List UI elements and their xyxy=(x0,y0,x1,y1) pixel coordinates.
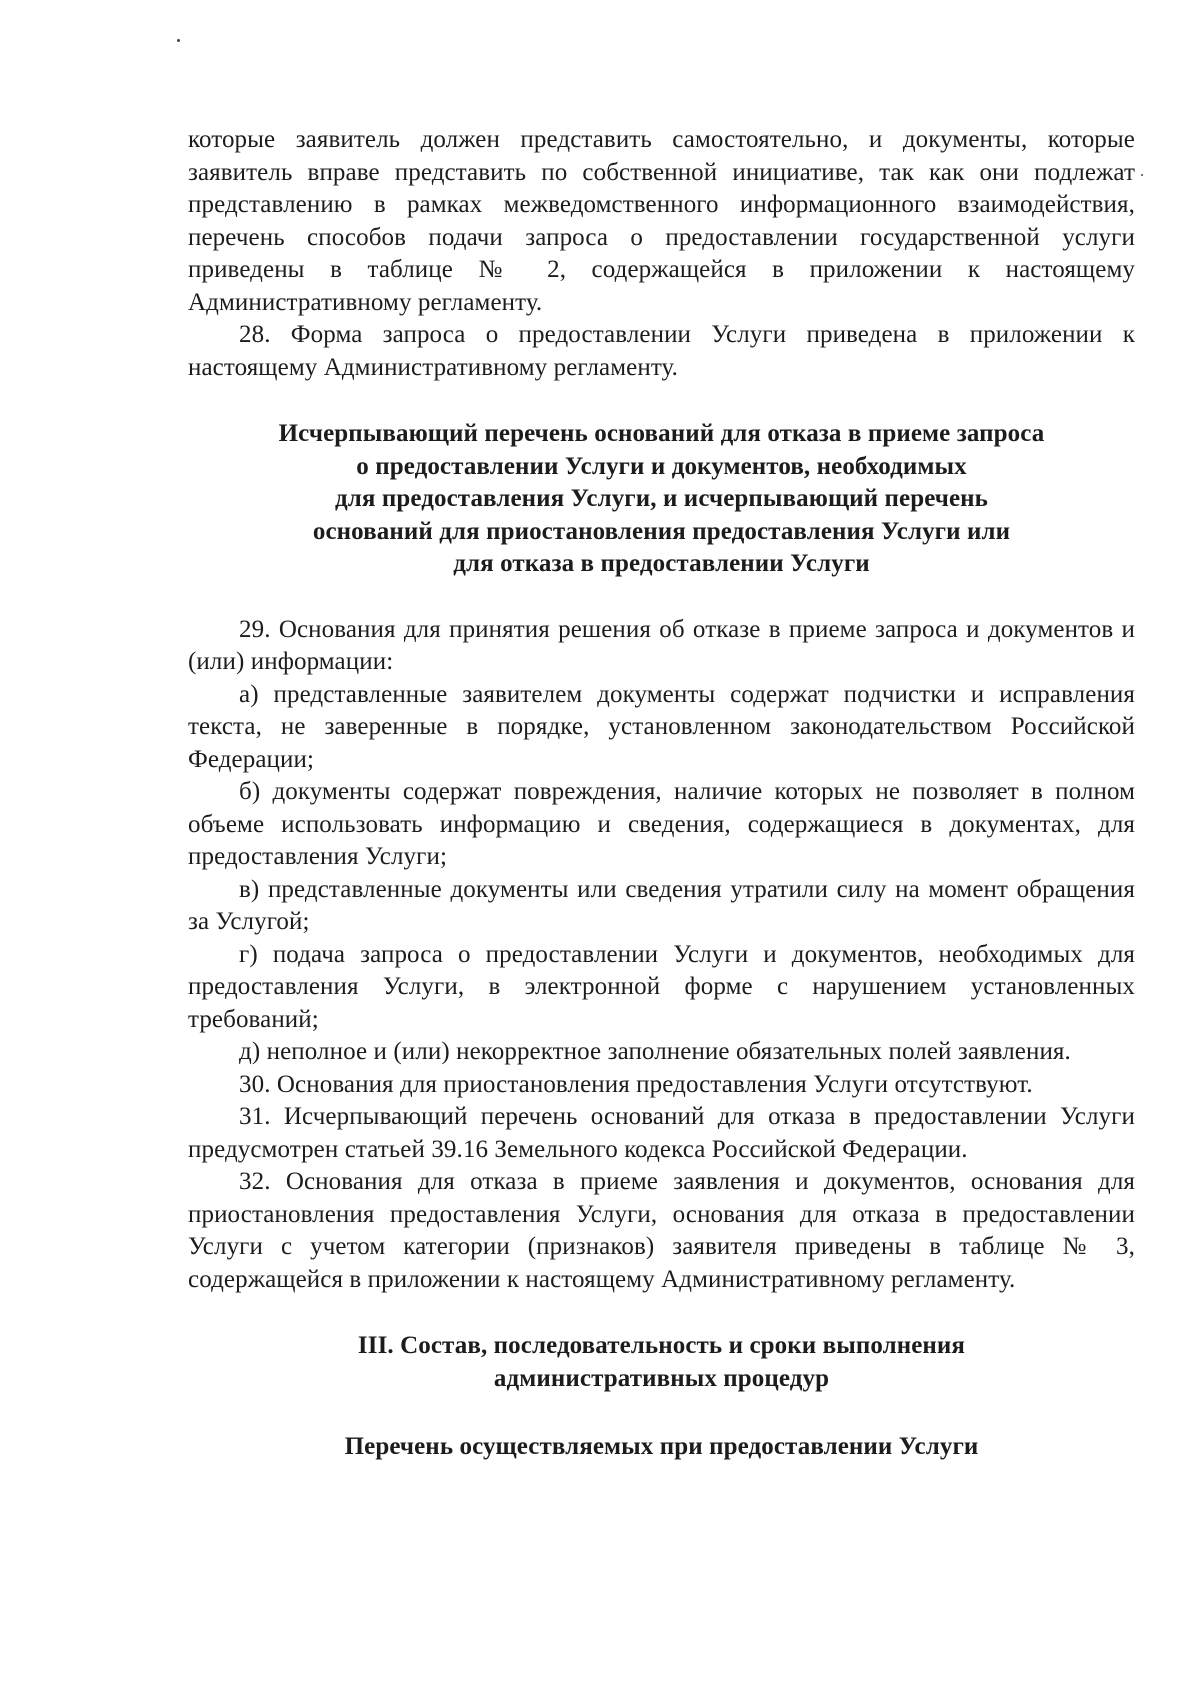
heading-line: Перечень осуществляемых при предоставлении Услуги xyxy=(344,1433,979,1460)
paragraph-29: 29. Основания для принятия решения об отказе в приеме запроса и документов и (или) информации: xyxy=(188,615,1135,675)
paragraph-29-g: г) подача запроса о предоставлении Услуги и документов, необходимых для предоставления Услуги, в электронной форме с нарушением установленных требований; xyxy=(188,940,1135,1033)
paragraph-29-b: б) документы содержат повреждения, наличие которых не позволяет в полном объеме использовать информацию и сведения, содержащиеся в документах, для предоставления Услуги; xyxy=(188,778,1135,870)
paragraph-29-v: в) представленные документы или сведения утратили силу на момент обращения за Услугой; xyxy=(188,875,1135,935)
heading-line: о предоставлении Услуги и документов, необходимых xyxy=(356,452,967,480)
heading-line: III. Состав, последовательность и сроки выполнения xyxy=(357,1332,966,1359)
heading-line: Исчерпывающий перечень оснований для отказа в приеме запроса xyxy=(278,420,1045,447)
heading-line: оснований для приостановления предоставления Услуги или xyxy=(312,517,1011,545)
intro-paragraph: которые заявитель должен представить самостоятельно, и документы, которые заявитель вправе представить по собственной инициативе, так как они подлежат представлению в рамках межведомственного информационного взаимодействия, перечень способов подачи запроса о предоставлении государственной услуги приведены в таблице № 2, содержащейся в приложении к настоящему Административному регламенту. xyxy=(188,126,1135,316)
document-body xyxy=(188,124,1135,1464)
heading-line: административных процедур xyxy=(493,1364,830,1392)
paragraph-29-d: д) неполное и (или) некорректное заполнение обязательных полей заявления. xyxy=(239,1038,1071,1065)
heading-line: для предоставления Услуги, и исчерпывающий перечень xyxy=(335,485,988,512)
paragraph-28: 28. Форма запроса о предоставлении Услуги приведена в приложении к настоящему Административному регламенту. xyxy=(188,321,1135,381)
heading-section-3 xyxy=(188,1330,1135,1395)
heading-line: для отказа в предоставлении Услуги xyxy=(453,550,870,577)
scan-speck xyxy=(1141,174,1143,176)
paragraph-32: 32. Основания для отказа в приеме заявления и документов, основания для приостановления предоставления Услуги, основания для отказа в предоставлении Услуги с учетом категории (признаков) заявителя приведены в таблице № 3, содержащейся в приложении к настоящему Административному регламенту. xyxy=(188,1168,1135,1293)
paragraph-29-a: а) представленные заявителем документы содержат подчистки и исправления текста, не заверенные в порядке, установленном законодательством Российской Федерации; xyxy=(188,680,1135,773)
paragraph-31: 31. Исчерпывающий перечень оснований для отказа в предоставлении Услуги предусмотрен статьей 39.16 Земельного кодекса Российской Федерации. xyxy=(188,1103,1135,1163)
heading-refusal-grounds xyxy=(188,418,1135,581)
heading-procedures-list xyxy=(188,1431,1135,1464)
scan-speck xyxy=(177,39,180,42)
paragraph-30: 30. Основания для приостановления предоставления Услуги отсутствуют. xyxy=(239,1070,1033,1098)
